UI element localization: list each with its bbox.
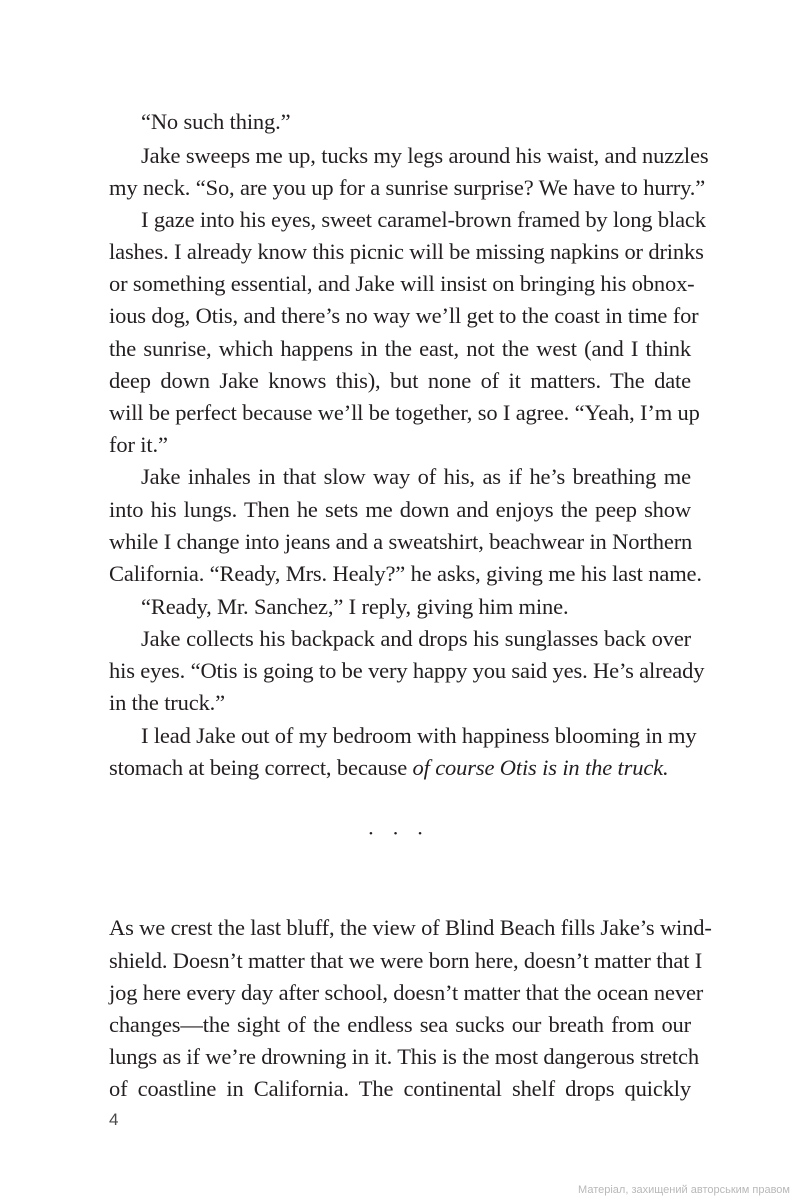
text-line: California. “Ready, Mrs. Healy?” he asks, giving me his last name. bbox=[109, 561, 702, 586]
text-line: the sunrise, which happens in the east, not the west (and I think bbox=[109, 336, 691, 361]
text-line: Jake sweeps me up, tucks my legs around his waist, and nuzzles bbox=[141, 143, 709, 168]
text-line: lashes. I already know this picnic will be missing napkins or drinks bbox=[109, 239, 704, 264]
text-line: lungs as if we’re drowning in it. This is the most dangerous stretch bbox=[109, 1044, 699, 1069]
text-line: my neck. “So, are you up for a sunrise surprise? We have to hurry.” bbox=[109, 175, 706, 200]
text-line: will be perfect because we’ll be together, so I agree. “Yeah, I’m up bbox=[109, 400, 700, 425]
text-line: his eyes. “Otis is going to be very happy you said yes. He’s already bbox=[109, 658, 705, 683]
text-line: or something essential, and Jake will insist on bringing his obnox- bbox=[109, 271, 695, 296]
text-line: “Ready, Mr. Sanchez,” I reply, giving him mine. bbox=[141, 594, 569, 619]
text-line: while I change into jeans and a sweatshirt, beachwear in Northern bbox=[109, 529, 693, 554]
copyright-watermark: Матеріал, захищений авторським правом bbox=[578, 1184, 790, 1196]
text-line: As we crest the last bluff, the view of Blind Beach fills Jake’s wind- bbox=[109, 915, 712, 940]
text-line: in the truck.” bbox=[109, 690, 225, 715]
text-line: deep down Jake knows this), but none of it matters. The date bbox=[109, 368, 691, 393]
italic-text: of course Otis is in the truck. bbox=[412, 755, 669, 780]
text-line: ious dog, Otis, and there’s no way we’ll get to the coast in time for bbox=[109, 303, 699, 328]
text-line: into his lungs. Then he sets me down and enjoys the peep show bbox=[109, 497, 691, 522]
text-line: Jake collects his backpack and drops his sunglasses back over bbox=[141, 626, 691, 651]
text-line: Jake inhales in that slow way of his, as if he’s breathing me bbox=[141, 464, 691, 489]
section-break: • • • bbox=[368, 828, 432, 840]
text-line: changes—the sight of the endless sea sucks our breath from our bbox=[109, 1012, 691, 1037]
text-line: jog here every day after school, doesn’t matter that the ocean never bbox=[109, 980, 704, 1005]
text-line: of coastline in California. The continental shelf drops quickly bbox=[109, 1076, 691, 1101]
text-line bbox=[109, 752, 691, 784]
text-line: for it.” bbox=[109, 432, 168, 457]
text-span: stomach at being correct, because bbox=[109, 755, 413, 780]
text-line: I lead Jake out of my bedroom with happiness blooming in my bbox=[141, 723, 697, 748]
text-line: “No such thing.” bbox=[141, 109, 291, 134]
text-line: shield. Doesn’t matter that we were born here, doesn’t matter that I bbox=[109, 948, 703, 973]
page-number: 4 bbox=[109, 1110, 119, 1129]
text-line: I gaze into his eyes, sweet caramel-brown framed by long black bbox=[141, 207, 706, 232]
